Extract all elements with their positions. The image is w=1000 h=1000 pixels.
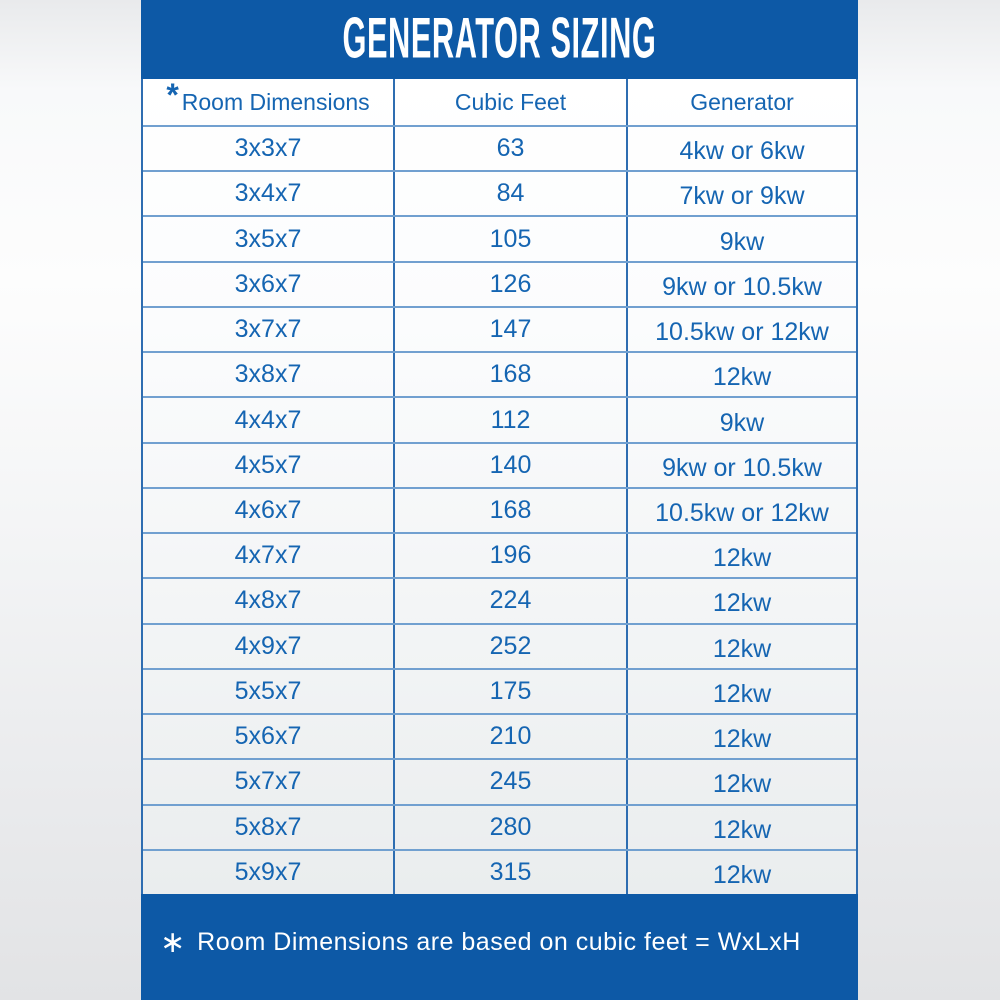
table-row	[143, 396, 856, 441]
table-row	[143, 306, 856, 351]
cell-cubic-feet: 210	[393, 715, 626, 758]
cell-generator: 12kw	[626, 625, 856, 668]
cell-cubic-feet: 224	[393, 579, 626, 622]
header-cubic-feet-label: Cubic Feet	[454, 88, 567, 115]
cell-cubic-feet: 245	[393, 760, 626, 803]
table-header-row	[143, 79, 856, 125]
cell-generator: 12kw	[626, 851, 856, 894]
cell-room-dimensions: 4x8x7	[234, 586, 302, 615]
cell-generator: 7kw or 9kw	[626, 172, 856, 215]
table-row	[143, 487, 856, 532]
table-row	[143, 442, 856, 487]
footnote-text: Room Dimensions are based on cubic feet = WxLxH	[197, 927, 801, 956]
table-row	[143, 351, 856, 396]
cell-cubic-feet: 175	[393, 670, 626, 713]
cell-room-dimensions: 3x8x7	[234, 360, 302, 389]
header-cell-cubic-feet	[393, 79, 626, 125]
cell-generator: 12kw	[626, 353, 856, 396]
cell-cubic-feet: 168	[393, 353, 626, 396]
cell-room-dimensions: 3x3x7	[234, 134, 302, 163]
table-row	[143, 804, 856, 849]
cell-cubic-feet: 315	[393, 851, 626, 894]
cell-generator: 12kw	[626, 579, 856, 622]
cell-room-dimensions: 3x6x7	[234, 269, 302, 298]
cell-generator: 9kw	[626, 217, 856, 260]
cell-cubic-feet: 168	[393, 489, 626, 532]
cell-cubic-feet: 252	[393, 625, 626, 668]
cell-generator: 12kw	[626, 760, 856, 803]
cell-room-dimensions: 4x7x7	[234, 541, 302, 570]
cell-room-dimensions: 4x6x7	[234, 495, 302, 524]
cell-cubic-feet: 63	[393, 127, 626, 170]
generator-sizing-panel	[141, 0, 858, 1000]
header-room-label: Room Dimensions	[181, 88, 370, 115]
table-row	[143, 668, 856, 713]
cell-room-dimensions: 5x6x7	[234, 722, 302, 751]
cell-room-dimensions: 5x5x7	[234, 676, 302, 705]
cell-cubic-feet: 84	[393, 172, 626, 215]
cell-cubic-feet: 140	[393, 444, 626, 487]
cell-room-dimensions: 3x5x7	[234, 224, 302, 253]
table-row	[143, 849, 856, 894]
header-asterisk: *	[166, 79, 179, 113]
header-generator-label: Generator	[690, 88, 794, 115]
cell-generator: 10.5kw or 12kw	[626, 489, 856, 532]
sizing-table	[141, 79, 858, 894]
cell-room-dimensions: 5x9x7	[234, 857, 302, 886]
cell-generator: 9kw or 10.5kw	[626, 444, 856, 487]
table-row	[143, 215, 856, 260]
table-row	[143, 532, 856, 577]
cell-generator: 9kw	[626, 398, 856, 441]
cell-cubic-feet: 196	[393, 534, 626, 577]
cell-generator: 12kw	[626, 670, 856, 713]
table-row	[143, 170, 856, 215]
table-row	[143, 577, 856, 622]
cell-room-dimensions: 3x7x7	[234, 315, 302, 344]
cell-generator: 12kw	[626, 715, 856, 758]
cell-generator: 9kw or 10.5kw	[626, 263, 856, 306]
footnote-asterisk: ∗	[160, 926, 186, 959]
cell-generator: 4kw or 6kw	[626, 127, 856, 170]
table-row	[143, 713, 856, 758]
cell-cubic-feet: 147	[393, 308, 626, 351]
footer-note	[141, 894, 858, 1000]
cell-cubic-feet: 112	[393, 398, 626, 441]
cell-room-dimensions: 3x4x7	[234, 179, 302, 208]
table-row	[143, 758, 856, 803]
title-banner	[141, 0, 858, 79]
cell-room-dimensions: 4x9x7	[234, 631, 302, 660]
cell-cubic-feet: 105	[393, 217, 626, 260]
cell-cubic-feet: 280	[393, 806, 626, 849]
cell-generator: 12kw	[626, 534, 856, 577]
cell-room-dimensions: 4x5x7	[234, 450, 302, 479]
table-row	[143, 125, 856, 170]
cell-cubic-feet: 126	[393, 263, 626, 306]
cell-room-dimensions: 4x4x7	[234, 405, 302, 434]
header-cell-room-dimensions	[143, 79, 393, 125]
cell-generator: 12kw	[626, 806, 856, 849]
page-title: GENERATOR SIZING	[342, 5, 657, 70]
cell-room-dimensions: 5x8x7	[234, 812, 302, 841]
header-cell-generator	[626, 79, 856, 125]
cell-generator: 10.5kw or 12kw	[626, 308, 856, 351]
table-row	[143, 623, 856, 668]
table-row	[143, 261, 856, 306]
cell-room-dimensions: 5x7x7	[234, 767, 302, 796]
